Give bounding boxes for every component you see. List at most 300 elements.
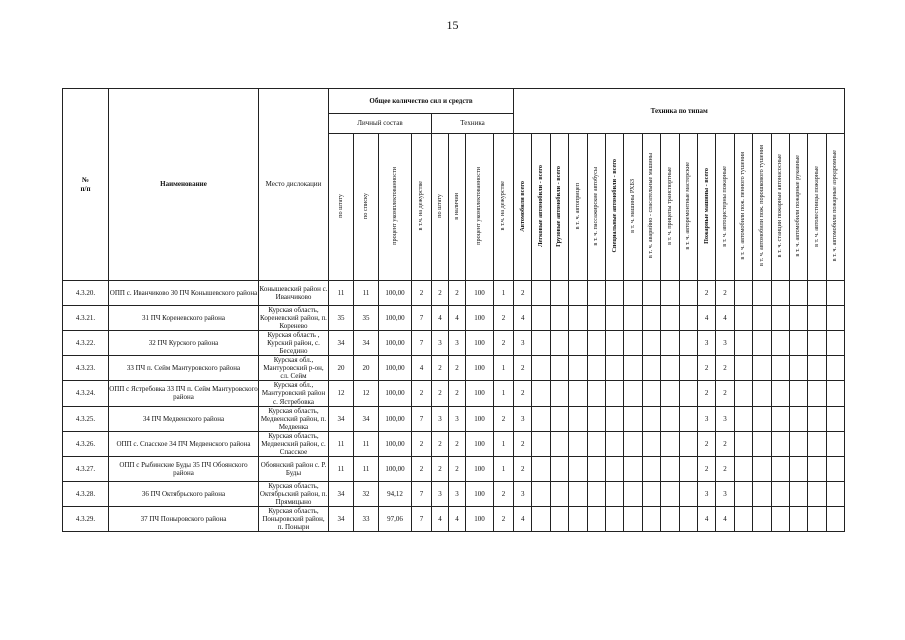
row-personnel-value: 2 — [412, 381, 432, 406]
row-type-value — [753, 506, 771, 531]
row-type-value — [826, 506, 845, 531]
row-type-value — [532, 431, 550, 456]
row-type-value — [808, 281, 826, 306]
row-type-value: 2 — [514, 356, 532, 381]
row-personnel-value: 2 — [412, 456, 432, 481]
row-name: 32 ПЧ Курского района — [109, 331, 259, 356]
row-tech-value: 1 — [494, 431, 514, 456]
header-type-col-text: в т. ч. автомобили пож. пенного тушения — [739, 152, 747, 260]
row-type-value — [532, 356, 550, 381]
row-type-value — [789, 356, 807, 381]
row-type-value — [532, 281, 550, 306]
row-personnel-value: 100,00 — [379, 331, 412, 356]
row-type-value — [642, 381, 660, 406]
row-type-value — [569, 306, 587, 331]
row-personnel-value: 100,00 — [379, 406, 412, 431]
row-personnel-value: 35 — [329, 306, 354, 331]
row-type-value — [661, 306, 679, 331]
row-personnel-value: 11 — [354, 456, 379, 481]
header-tech-col-text: в т.ч. на дежурстве — [499, 181, 507, 231]
row-type-value — [826, 306, 845, 331]
row-type-value — [642, 331, 660, 356]
row-type-value — [789, 481, 807, 506]
row-name: ОПП с. Иванчиково 30 ПЧ Конышевского района — [109, 281, 259, 306]
row-type-value — [569, 456, 587, 481]
row-type-value — [605, 456, 623, 481]
row-tech-value: 4 — [432, 506, 449, 531]
row-type-value — [605, 306, 623, 331]
table-row — [63, 281, 845, 306]
row-name: 34 ПЧ Медвенского района — [109, 406, 259, 431]
row-type-value: 2 — [716, 431, 734, 456]
row-personnel-value: 11 — [354, 281, 379, 306]
row-type-value — [624, 306, 642, 331]
row-personnel-value: 100,00 — [379, 281, 412, 306]
table-row — [63, 356, 845, 381]
row-personnel-value: 7 — [412, 506, 432, 531]
header-types-group: Техника по типам — [514, 89, 845, 134]
row-type-value — [771, 506, 789, 531]
row-type-value — [587, 506, 605, 531]
row-type-value — [808, 506, 826, 531]
row-personnel-value: 2 — [412, 431, 432, 456]
row-location: Курская область, Медвенский район, п. Медвенка — [259, 406, 329, 431]
header-personnel-col-text: процент укомплектованности — [390, 167, 398, 245]
row-tech-value: 3 — [432, 481, 449, 506]
row-type-value — [734, 306, 752, 331]
row-tech-value: 1 — [494, 281, 514, 306]
row-type-value — [679, 356, 697, 381]
row-location: Курская обл., Мантуровский район с. Ястребовка — [259, 381, 329, 406]
row-type-value — [587, 431, 605, 456]
row-personnel-value: 7 — [412, 481, 432, 506]
row-type-value — [550, 431, 568, 456]
header-type-col-text: в т. ч. авторемонтные мастерские — [684, 162, 692, 250]
row-type-value — [734, 406, 752, 431]
header-personnel-col-text: в т.ч. на дежурстве — [417, 181, 425, 231]
header-type-col — [734, 134, 752, 281]
row-type-value: 3 — [697, 331, 715, 356]
row-personnel-value: 4 — [412, 356, 432, 381]
row-tech-value: 2 — [494, 506, 514, 531]
header-type-col-text: в т. ч. аварийно - спасательные машины — [647, 153, 655, 259]
row-type-value — [661, 481, 679, 506]
row-type-value — [624, 356, 642, 381]
header-personnel-col-text: по штату — [336, 194, 344, 218]
row-type-value — [642, 456, 660, 481]
row-tech-value: 1 — [494, 381, 514, 406]
row-number: 4.3.20. — [63, 281, 109, 306]
row-location: Обоянский район с. Р. Буды — [259, 456, 329, 481]
row-type-value — [808, 331, 826, 356]
header-type-col — [771, 134, 789, 281]
row-type-value — [679, 381, 697, 406]
row-type-value — [569, 481, 587, 506]
row-type-value: 4 — [697, 306, 715, 331]
row-type-value — [826, 331, 845, 356]
row-name: 31 ПЧ Кореневского района — [109, 306, 259, 331]
row-type-value — [734, 481, 752, 506]
row-type-value — [679, 306, 697, 331]
row-type-value — [771, 306, 789, 331]
row-type-value — [550, 456, 568, 481]
row-personnel-value: 7 — [412, 406, 432, 431]
row-personnel-value: 100,00 — [379, 431, 412, 456]
row-type-value — [771, 431, 789, 456]
row-tech-value: 2 — [432, 281, 449, 306]
row-tech-value: 100 — [466, 306, 494, 331]
row-type-value — [605, 406, 623, 431]
row-name: 36 ПЧ Октябрьского района — [109, 481, 259, 506]
row-type-value — [789, 506, 807, 531]
row-type-value — [753, 381, 771, 406]
row-type-value — [808, 431, 826, 456]
row-type-value: 3 — [514, 481, 532, 506]
row-type-value: 4 — [514, 506, 532, 531]
row-type-value — [734, 356, 752, 381]
row-name: ОПП с Ястребовка 33 ПЧ п. Сейм Мантуровского района — [109, 381, 259, 406]
row-type-value — [826, 431, 845, 456]
row-type-value — [624, 406, 642, 431]
row-location: Курская область , Курский район, с. Беседино — [259, 331, 329, 356]
row-type-value — [771, 281, 789, 306]
row-type-value — [808, 381, 826, 406]
header-type-col-text: в т. ч. автоприцеп — [573, 182, 581, 230]
table-row — [63, 306, 845, 331]
row-tech-value: 3 — [432, 406, 449, 431]
row-personnel-value: 100,00 — [379, 306, 412, 331]
row-number: 4.3.23. — [63, 356, 109, 381]
header-personnel-col — [329, 134, 354, 281]
row-type-value — [624, 331, 642, 356]
row-type-value — [734, 331, 752, 356]
row-type-value — [661, 506, 679, 531]
row-type-value — [789, 331, 807, 356]
row-type-value — [550, 331, 568, 356]
row-tech-value: 4 — [449, 506, 466, 531]
row-tech-value: 100 — [466, 331, 494, 356]
row-type-value — [771, 331, 789, 356]
row-type-value — [789, 381, 807, 406]
row-number: 4.3.21. — [63, 306, 109, 331]
row-name: 33 ПЧ п. Сейм Мантуровского района — [109, 356, 259, 381]
row-tech-value: 2 — [494, 406, 514, 431]
row-tech-value: 2 — [449, 356, 466, 381]
header-type-col-text: в т. ч. автоцистерны пожарные — [720, 165, 728, 247]
forces-table — [62, 88, 845, 532]
row-type-value — [826, 356, 845, 381]
row-type-value: 3 — [716, 406, 734, 431]
row-type-value — [826, 281, 845, 306]
header-num-text: № п/п — [80, 176, 91, 193]
row-type-value — [642, 356, 660, 381]
row-type-value — [808, 306, 826, 331]
row-type-value — [826, 406, 845, 431]
row-type-value — [550, 306, 568, 331]
row-type-value — [789, 281, 807, 306]
row-type-value — [532, 381, 550, 406]
row-tech-value: 2 — [449, 381, 466, 406]
header-type-col — [642, 134, 660, 281]
row-type-value — [734, 506, 752, 531]
header-tech-group: Техника — [432, 114, 514, 134]
row-personnel-value: 11 — [329, 456, 354, 481]
row-tech-value: 3 — [432, 331, 449, 356]
row-type-value — [734, 431, 752, 456]
row-type-value — [661, 281, 679, 306]
row-type-value — [679, 281, 697, 306]
row-type-value: 2 — [697, 381, 715, 406]
header-personnel-col-text: по списку — [361, 192, 369, 220]
row-type-value — [605, 481, 623, 506]
row-type-value — [642, 481, 660, 506]
header-type-col — [826, 134, 845, 281]
row-personnel-value: 32 — [354, 481, 379, 506]
row-name: ОПП с. Спасское 34 ПЧ Медвенского района — [109, 431, 259, 456]
row-type-value — [808, 406, 826, 431]
row-type-value — [661, 356, 679, 381]
row-type-value — [587, 356, 605, 381]
row-type-value — [771, 381, 789, 406]
row-type-value: 3 — [697, 481, 715, 506]
header-type-col — [808, 134, 826, 281]
row-tech-value: 100 — [466, 406, 494, 431]
row-type-value — [569, 356, 587, 381]
header-tech-col — [466, 134, 494, 281]
row-personnel-value: 11 — [329, 281, 354, 306]
row-type-value — [532, 406, 550, 431]
header-type-col-text: в т. ч. автолестницы пожарные — [812, 165, 820, 247]
row-personnel-value: 35 — [354, 306, 379, 331]
row-type-value: 2 — [514, 431, 532, 456]
row-personnel-value: 2 — [412, 281, 432, 306]
row-tech-value: 2 — [494, 331, 514, 356]
row-type-value — [753, 456, 771, 481]
row-type-value — [753, 306, 771, 331]
row-type-value: 3 — [514, 406, 532, 431]
row-type-value — [569, 281, 587, 306]
row-type-value: 2 — [716, 456, 734, 481]
row-type-value — [605, 381, 623, 406]
row-type-value — [789, 306, 807, 331]
row-type-value — [753, 281, 771, 306]
row-type-value — [679, 431, 697, 456]
row-type-value — [789, 431, 807, 456]
row-number: 4.3.28. — [63, 481, 109, 506]
table-row — [63, 381, 845, 406]
header-type-col — [550, 134, 568, 281]
row-type-value: 4 — [514, 306, 532, 331]
table-row — [63, 431, 845, 456]
row-tech-value: 2 — [432, 431, 449, 456]
row-type-value — [642, 506, 660, 531]
row-number: 4.3.27. — [63, 456, 109, 481]
row-personnel-value: 97,06 — [379, 506, 412, 531]
row-type-value — [624, 281, 642, 306]
row-type-value — [679, 506, 697, 531]
row-type-value: 3 — [716, 331, 734, 356]
row-tech-value: 3 — [449, 406, 466, 431]
row-type-value — [550, 381, 568, 406]
row-personnel-value: 34 — [329, 406, 354, 431]
header-type-col — [679, 134, 697, 281]
row-type-value — [550, 481, 568, 506]
row-type-value: 2 — [716, 281, 734, 306]
row-type-value — [605, 281, 623, 306]
row-type-value — [771, 406, 789, 431]
row-type-value — [661, 331, 679, 356]
row-type-value — [532, 306, 550, 331]
table-row — [63, 456, 845, 481]
row-personnel-value: 34 — [329, 506, 354, 531]
row-type-value — [605, 356, 623, 381]
row-type-value — [661, 456, 679, 481]
row-tech-value: 2 — [494, 306, 514, 331]
row-type-value — [753, 331, 771, 356]
row-type-value — [569, 331, 587, 356]
row-type-value — [642, 431, 660, 456]
header-tech-col — [494, 134, 514, 281]
row-tech-value: 100 — [466, 431, 494, 456]
row-type-value — [661, 431, 679, 456]
row-type-value — [550, 356, 568, 381]
row-type-value — [753, 481, 771, 506]
row-type-value — [569, 506, 587, 531]
header-tech-col-text: процент укомплектованности — [475, 167, 483, 245]
row-type-value — [679, 406, 697, 431]
row-number: 4.3.29. — [63, 506, 109, 531]
row-type-value — [679, 456, 697, 481]
row-tech-value: 2 — [494, 481, 514, 506]
row-type-value — [587, 306, 605, 331]
header-type-col — [716, 134, 734, 281]
header-location: Место дислокации — [259, 89, 329, 281]
row-type-value — [734, 456, 752, 481]
row-type-value — [771, 456, 789, 481]
row-type-value: 2 — [697, 431, 715, 456]
row-type-value — [661, 381, 679, 406]
row-type-value — [826, 381, 845, 406]
header-type-col-text: в т. ч. автомобили пож. порошкового тушения — [757, 145, 765, 267]
row-tech-value: 3 — [449, 481, 466, 506]
header-type-col-text: Легковые автомобили - всего — [537, 164, 545, 247]
row-type-value — [605, 331, 623, 356]
row-type-value — [808, 356, 826, 381]
row-type-value — [569, 406, 587, 431]
row-personnel-value: 11 — [354, 431, 379, 456]
row-type-value — [587, 481, 605, 506]
row-number: 4.3.25. — [63, 406, 109, 431]
row-type-value — [808, 481, 826, 506]
row-location: Курская область, Октябрьский район, п. Прямицыно — [259, 481, 328, 506]
row-type-value — [587, 381, 605, 406]
row-type-value — [771, 356, 789, 381]
row-type-value — [550, 506, 568, 531]
row-type-value — [587, 456, 605, 481]
row-tech-value: 100 — [466, 281, 494, 306]
row-personnel-value: 34 — [354, 331, 379, 356]
row-personnel-value: 34 — [329, 331, 354, 356]
row-tech-value: 100 — [466, 456, 494, 481]
row-type-value — [605, 431, 623, 456]
row-type-value — [587, 331, 605, 356]
row-tech-value: 100 — [466, 506, 494, 531]
row-number: 4.3.22. — [63, 331, 109, 356]
row-type-value — [624, 431, 642, 456]
row-personnel-value: 33 — [354, 506, 379, 531]
table-row — [63, 331, 845, 356]
row-tech-value: 1 — [494, 356, 514, 381]
row-personnel-value: 20 — [354, 356, 379, 381]
row-type-value: 2 — [514, 456, 532, 481]
row-personnel-value: 100,00 — [379, 456, 412, 481]
row-tech-value: 4 — [449, 306, 466, 331]
row-personnel-value: 12 — [354, 381, 379, 406]
row-type-value: 2 — [697, 456, 715, 481]
header-type-col — [661, 134, 679, 281]
row-type-value: 2 — [514, 381, 532, 406]
row-personnel-value: 100,00 — [379, 356, 412, 381]
row-number: 4.3.26. — [63, 431, 109, 456]
row-type-value: 2 — [697, 281, 715, 306]
row-personnel-value: 7 — [412, 306, 432, 331]
header-type-col-text: Автомобили всего — [518, 180, 526, 232]
header-num — [63, 89, 109, 281]
row-tech-value: 2 — [432, 381, 449, 406]
row-type-value — [532, 456, 550, 481]
row-tech-value: 2 — [449, 431, 466, 456]
row-type-value — [550, 281, 568, 306]
row-tech-value: 100 — [466, 381, 494, 406]
header-name: Наименование — [109, 89, 259, 281]
header-type-col — [697, 134, 715, 281]
row-type-value — [679, 481, 697, 506]
row-type-value — [569, 431, 587, 456]
table-row — [63, 406, 845, 431]
row-type-value: 4 — [697, 506, 715, 531]
row-type-value — [550, 406, 568, 431]
row-type-value — [587, 406, 605, 431]
row-type-value — [532, 331, 550, 356]
header-personnel-col — [354, 134, 379, 281]
row-type-value — [734, 381, 752, 406]
row-tech-value: 1 — [494, 456, 514, 481]
row-tech-value: 3 — [449, 331, 466, 356]
header-type-col — [587, 134, 605, 281]
row-tech-value: 100 — [466, 356, 494, 381]
row-type-value — [753, 406, 771, 431]
row-type-value — [624, 456, 642, 481]
row-personnel-value: 20 — [329, 356, 354, 381]
table-row — [63, 506, 845, 531]
header-type-col — [514, 134, 532, 281]
row-type-value — [569, 381, 587, 406]
row-type-value — [532, 506, 550, 531]
row-tech-value: 4 — [432, 306, 449, 331]
header-type-col — [789, 134, 807, 281]
row-type-value — [587, 281, 605, 306]
header-type-col-text: в т. ч. прицепы транспортные — [665, 167, 673, 245]
row-name: ОПП с Рыбинские Буды 35 ПЧ Обоянского района — [109, 456, 259, 481]
row-personnel-value: 94,12 — [379, 481, 412, 506]
header-type-col-text: в т. ч. автомобили пожарные аэродромные — [831, 150, 839, 262]
row-type-value — [789, 456, 807, 481]
row-location: Курская область, Медвенский район, с. Спасское — [259, 431, 329, 456]
row-type-value — [789, 406, 807, 431]
row-type-value — [734, 281, 752, 306]
header-type-col-text: Специальные автомобили - всего — [610, 159, 618, 253]
row-type-value: 2 — [716, 381, 734, 406]
